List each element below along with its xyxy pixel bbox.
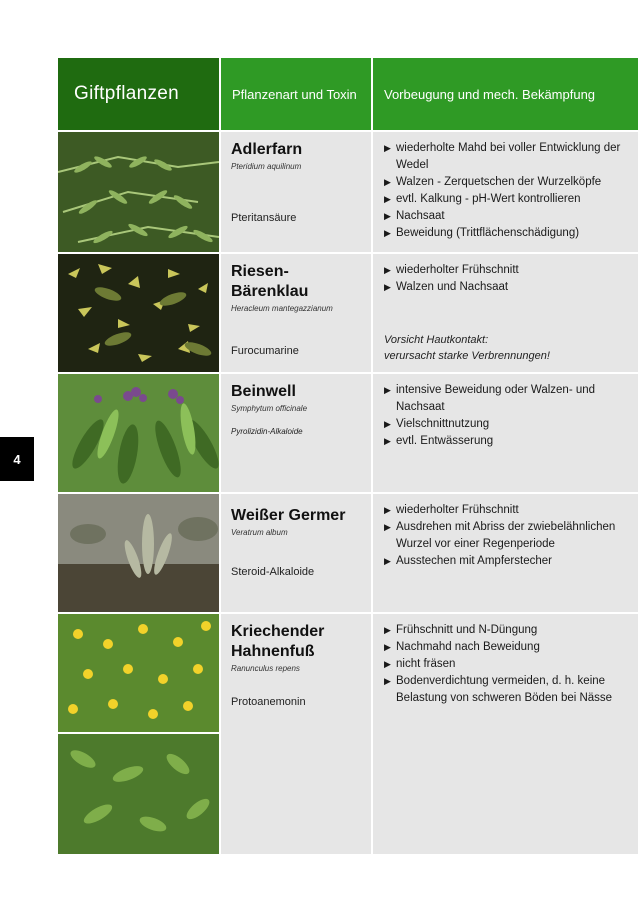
- skin-contact-warning: [384, 332, 632, 364]
- latin-name: Ranunculus repens: [231, 664, 300, 673]
- adlerfarn-photo: [58, 132, 219, 252]
- plant-name: Weißer Germer: [231, 507, 346, 524]
- measures-list: [384, 622, 632, 707]
- measures-cell: [373, 494, 638, 612]
- table-row: [58, 614, 638, 854]
- header-giftpflanzen: Giftpflanzen: [58, 58, 219, 130]
- measures-cell: [373, 374, 638, 492]
- species-cell: [221, 494, 371, 612]
- table-row: [58, 374, 638, 492]
- species-cell: [221, 374, 371, 492]
- plant-name-line2: Bärenklau: [231, 283, 309, 300]
- measure-item: ▶ Nachmahd nach Beweidung: [384, 639, 632, 656]
- measure-item: ▶ wiederholter Frühschnitt: [384, 262, 632, 279]
- poison-plants-table: [58, 58, 638, 854]
- hahnenfuss-photos: [58, 614, 219, 854]
- latin-name: Veratrum album: [231, 528, 288, 537]
- measures-cell: [373, 614, 638, 854]
- measure-item: ▶ Bodenverdichtung vermeiden, d. h. keine Belastung von schweren Böden bei Nässe: [384, 673, 632, 707]
- measure-item: ▶ Ausstechen mit Ampferstecher: [384, 553, 632, 570]
- table-row: [58, 132, 638, 252]
- latin-name: Symphytum officinale: [231, 404, 308, 413]
- toxin-name: Protoanemonin: [231, 696, 306, 708]
- measure-item: ▶ wiederholter Frühschnitt: [384, 502, 632, 519]
- measure-item: ▶ wiederholte Mahd bei voller Entwicklung der Wedel: [384, 140, 632, 174]
- plant-name-line1: Riesen-: [231, 263, 289, 280]
- beinwell-photo: [58, 374, 219, 492]
- measures-cell: [373, 132, 638, 252]
- measure-item: ▶ Walzen und Nachsaat: [384, 279, 632, 296]
- measure-item: ▶ Ausdrehen mit Abriss der zwiebelähnlichen Wurzel vor einer Regenperiode: [384, 519, 632, 553]
- table-row: [58, 494, 638, 612]
- measures-list: [384, 502, 632, 570]
- toxin-name: Steroid-Alkaloide: [231, 566, 315, 578]
- toxin-name: Furocumarine: [231, 345, 299, 357]
- table-header: [58, 58, 638, 130]
- latin-name: Pteridium aquilinum: [231, 162, 302, 171]
- page-number-tab: [0, 437, 34, 481]
- measure-item: ▶ evtl. Entwässerung: [384, 433, 632, 450]
- plant-name: Adlerfarn: [231, 141, 303, 158]
- header-species-toxin: Pflanzenart und Toxin: [221, 58, 371, 130]
- measures-list: [384, 140, 632, 242]
- measure-item: ▶ evtl. Kalkung - pH-Wert kontrollieren: [384, 191, 632, 208]
- species-cell: [221, 254, 371, 372]
- measure-item: ▶ Beweidung (Trittflächenschädigung): [384, 225, 632, 242]
- measures-list: [384, 262, 632, 296]
- toxin-name: Pteritansäure: [231, 212, 297, 224]
- warning-line1: Vorsicht Hautkontakt:: [384, 334, 489, 346]
- germer-photo: [58, 494, 219, 612]
- measure-item: ▶ intensive Beweidung oder Walzen- und Nachsaat: [384, 382, 632, 416]
- latin-name: Heracleum mantegazzianum: [231, 304, 333, 313]
- measure-item: ▶ Frühschnitt und N-Düngung: [384, 622, 632, 639]
- measure-item: ▶ Vielschnittnutzung: [384, 416, 632, 433]
- baerenklau-photo: [58, 254, 219, 372]
- measures-list: [384, 382, 632, 450]
- table-row: [58, 254, 638, 372]
- plant-name-line2: Hahnenfuß: [231, 643, 315, 660]
- measure-item: ▶ Walzen - Zerquetschen der Wurzelköpfe: [384, 174, 632, 191]
- measure-item: ▶ Nachsaat: [384, 208, 632, 225]
- species-cell: [221, 132, 371, 252]
- page-number: 4: [13, 451, 21, 467]
- warning-line2: verursacht starke Verbrennungen!: [384, 350, 550, 362]
- toxin-name: Pyrolizidin-Alkaloide: [231, 427, 303, 436]
- plant-name: Beinwell: [231, 383, 296, 400]
- measure-item: ▶ nicht fräsen: [384, 656, 632, 673]
- measures-cell: [373, 254, 638, 372]
- species-cell: [221, 614, 371, 854]
- header-prevention: Vorbeugung und mech. Bekämpfung: [373, 58, 638, 130]
- plant-name-line1: Kriechender: [231, 623, 325, 640]
